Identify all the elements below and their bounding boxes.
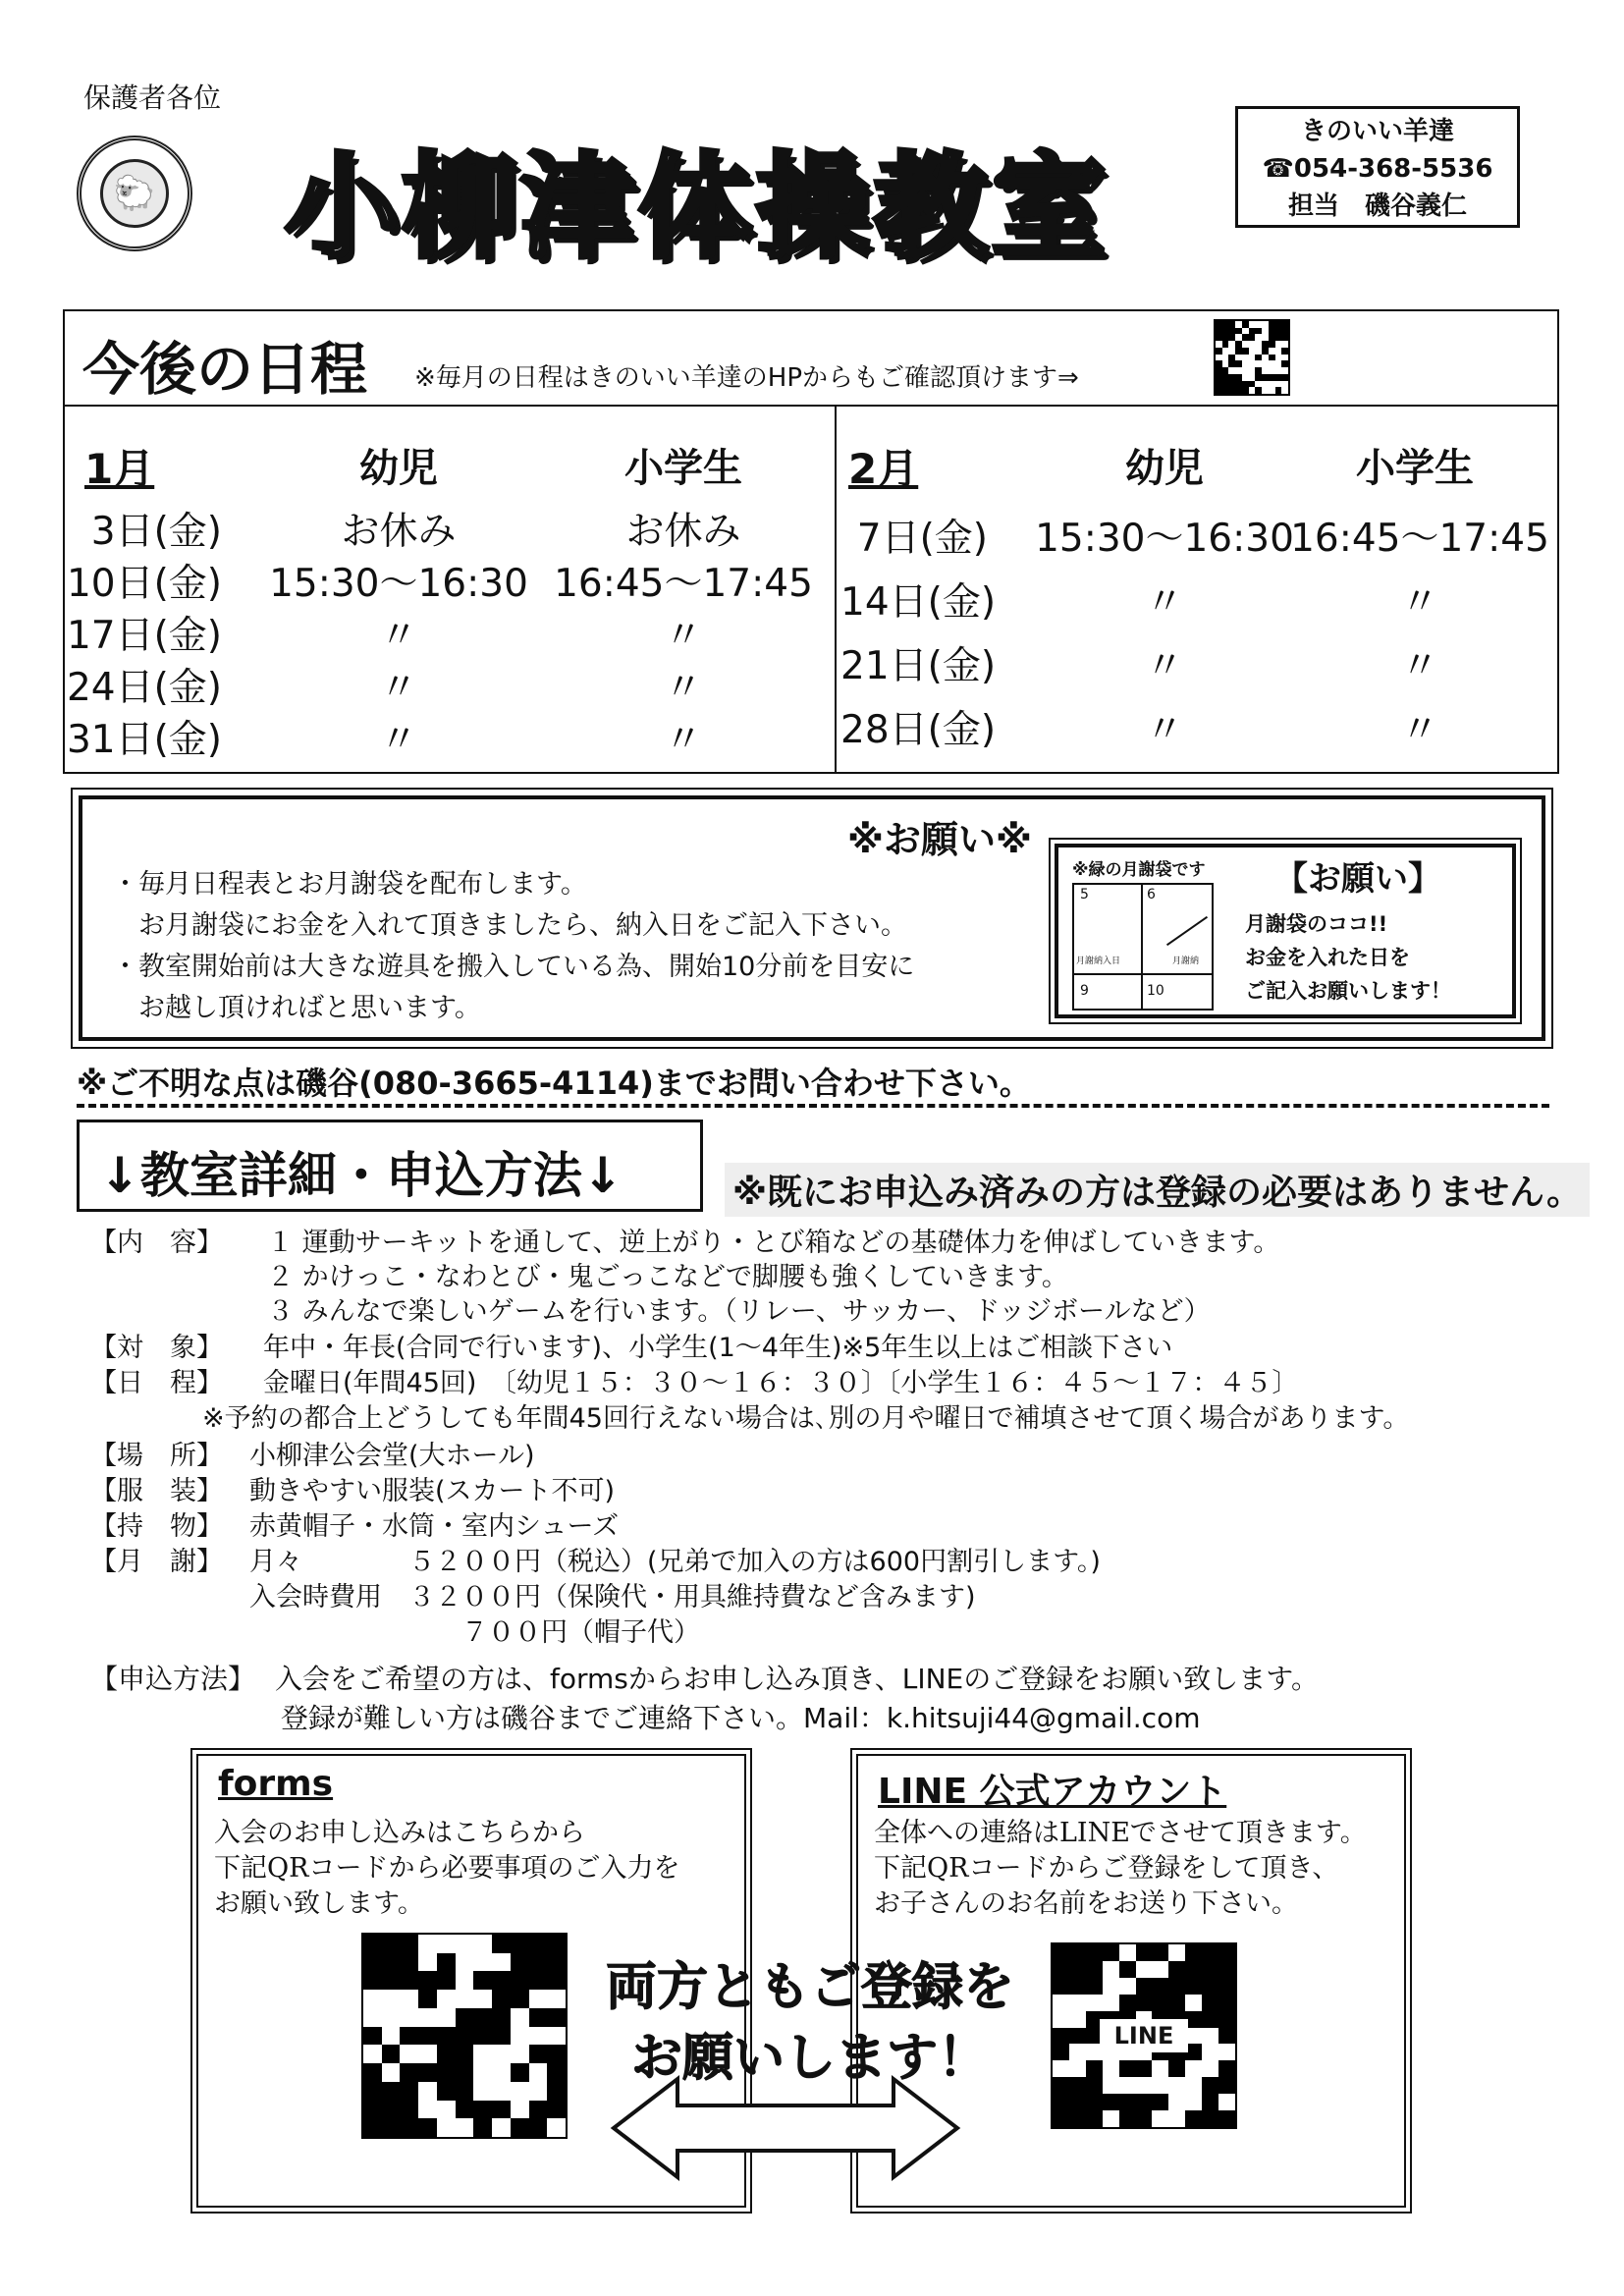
feb-elem-3: 〃	[1400, 644, 1439, 688]
detail-text-7: 小柳津公会堂(大ホール)	[249, 1441, 535, 1471]
schedule-note: ※毎月の日程はきのいい羊達のHPからもご確認頂けます⇒	[414, 363, 1079, 393]
feb-infant-3: 〃	[1145, 644, 1184, 688]
apply-text-2: 登録が難しい方は磯谷までご連絡下さい。Mail：k.hitsuji44@gmail.com	[281, 1702, 1201, 1734]
detail-text-8: 動きやすい服装(スカート不可)	[249, 1476, 616, 1506]
envelope-cell-5: 5	[1080, 887, 1089, 902]
jan-elem-3: 〃	[664, 614, 703, 658]
detail-text-2: ２ かけっこ・なわとび・鬼ごっこなどで脚腰も強くしていきます。	[267, 1262, 1068, 1292]
detail-text-11: 入会時費用 ３２００円（保険代・用具維持費など含みます)	[249, 1582, 976, 1613]
jan-date-5: 31日(金)	[66, 718, 222, 762]
col-infant-feb: 幼児	[1125, 446, 1204, 491]
jan-elem-1: お休み	[625, 510, 741, 554]
forms-text-1: 入会のお申し込みはこちらから	[214, 1818, 585, 1848]
sheep-logo-icon: 🐑	[77, 136, 192, 251]
detail-label-place: 【場 所】	[90, 1441, 223, 1471]
envelope-text-3: ご記入お願いします！	[1245, 979, 1451, 1003]
jan-infant-3: 〃	[379, 614, 418, 658]
line-text-2: 下記QRコードからご登録をして頂き、	[874, 1853, 1339, 1884]
register-both-message	[589, 1952, 1031, 2094]
detail-label-schedule: 【日 程】	[90, 1368, 223, 1398]
schedule-title: 今後の日程	[82, 336, 368, 403]
envelope-cell-9: 9	[1080, 983, 1089, 999]
forms-text-3: お願い致します。	[214, 1888, 424, 1919]
feb-date-3: 21日(金)	[840, 644, 997, 688]
detail-label-fee: 【月 謝】	[90, 1547, 223, 1577]
envelope-date-label-2: 月謝納	[1172, 957, 1200, 966]
col-infant-jan: 幼児	[359, 446, 438, 491]
register-both-line-2: お願いします！	[630, 2029, 989, 2088]
feb-infant-4: 〃	[1145, 708, 1184, 752]
jan-date-3: 17日(金)	[66, 614, 222, 658]
jan-infant-5: 〃	[379, 718, 418, 762]
envelope-label: ※緑の月謝袋です	[1072, 860, 1206, 880]
details-header-box	[77, 1120, 703, 1212]
jan-infant-2: 15:30～16:30	[269, 562, 528, 606]
envelope-text-1: 月謝袋のココ!!	[1245, 912, 1388, 936]
details-title: ↓教室詳細・申込方法↓	[99, 1147, 623, 1204]
request-line-1: ・毎月日程表とお月謝袋を配布します。	[112, 869, 587, 900]
detail-label-clothes: 【服 装】	[90, 1476, 223, 1506]
schedule-section	[63, 309, 1559, 774]
details-note: ※既にお申込み済みの方は登録の必要はありません。	[725, 1163, 1590, 1217]
month-label-feb: 2月	[848, 445, 919, 493]
feb-date-1: 7日(金)	[856, 517, 988, 561]
detail-text-12: ７００円（帽子代）	[461, 1617, 700, 1648]
detail-text-3: ３ みんなで楽しいゲームを行います。（リレー、サッカー、ドッジボールなど）	[267, 1296, 1211, 1327]
line-text-1: 全体への連絡はLINEでさせて頂きます。	[874, 1818, 1367, 1848]
feb-date-2: 14日(金)	[840, 580, 997, 625]
feb-date-4: 28日(金)	[840, 708, 997, 752]
schedule-divider	[835, 407, 837, 774]
detail-text-4: 年中・年長(合同で行います)、小学生(1～4年生)※5年生以上はご相談下さい	[263, 1333, 1173, 1363]
forms-title: forms	[218, 1764, 334, 1804]
addressee: 保護者各位	[83, 82, 222, 114]
feb-infant-2: 〃	[1145, 580, 1184, 625]
apply-text-1: 入会をご希望の方は、formsからお申し込み頂き、LINEのご登録をお願い致します。	[275, 1663, 1320, 1695]
request-title: ※お願い※	[847, 818, 1032, 861]
request-line-3: ・教室開始前は大きな遊具を搬入している為、開始10分前を目安に	[112, 952, 915, 982]
schedule-header	[65, 311, 1557, 407]
feb-infant-1: 15:30～16:30	[1035, 517, 1294, 561]
apply-label: 【申込方法】	[90, 1663, 256, 1695]
detail-text-1: １ 運動サーキットを通して、逆上がり・とび箱などの基礎体力を伸ばしていきます。	[267, 1228, 1280, 1258]
request-box	[79, 795, 1545, 1041]
feb-elem-2: 〃	[1400, 580, 1439, 625]
jan-infant-4: 〃	[379, 666, 418, 710]
inquiry-text: ※ご不明な点は磯谷(080-3665-4114)までお問い合わせ下さい。	[77, 1065, 1031, 1102]
contact-org: きのいい羊達	[1300, 117, 1454, 146]
fee-envelope-panel	[1055, 844, 1516, 1018]
forms-qr-code-icon[interactable]	[361, 1933, 568, 2139]
page-title: 小柳津体操教室	[285, 140, 1110, 274]
detail-text-10: 月々 ５２００円（税込）(兄弟で加入の方は600円割引します。)	[249, 1547, 1101, 1577]
dashed-divider	[77, 1104, 1549, 1108]
forms-text-2: 下記QRコードから必要事項のご入力を	[214, 1853, 680, 1884]
detail-label-target: 【対 象】	[90, 1333, 223, 1363]
envelope-date-label: 月謝納入日	[1076, 957, 1121, 966]
detail-text-5: 金曜日(年間45回) 〔幼児１５：３０～１６：３０〕〔小学生１６：４５～１７：４５〕	[263, 1368, 1299, 1398]
detail-label-items: 【持 物】	[90, 1511, 223, 1542]
envelope-request-title: 【お願い】	[1274, 859, 1441, 899]
contact-person: 担当 磯谷義仁	[1287, 191, 1467, 221]
jan-date-2: 10日(金)	[66, 562, 222, 606]
hp-qr-code-icon[interactable]	[1214, 319, 1290, 396]
feb-elem-4: 〃	[1400, 708, 1439, 752]
col-elem-jan: 小学生	[624, 446, 742, 491]
detail-text-6: ※予約の都合上どうしても年間45回行えない場合は､別の月や曜日で補填させて頂く場合があります。	[202, 1403, 1410, 1434]
jan-elem-4: 〃	[664, 666, 703, 710]
envelope-illustration	[1072, 883, 1214, 1011]
contact-box	[1235, 106, 1520, 228]
jan-elem-5: 〃	[664, 718, 703, 762]
envelope-cell-10: 10	[1147, 983, 1164, 999]
month-label-jan: 1月	[84, 445, 155, 493]
jan-infant-1: お休み	[341, 510, 457, 554]
line-title: LINE 公式アカウント	[878, 1772, 1227, 1812]
pointer-arrow-icon	[1166, 916, 1208, 946]
envelope-text-2: お金を入れた日を	[1245, 946, 1410, 969]
jan-date-4: 24日(金)	[66, 666, 222, 710]
request-line-2: お月謝袋にお金を入れて頂きましたら、納入日をご記入下さい。	[112, 910, 907, 941]
col-elem-feb: 小学生	[1356, 446, 1474, 491]
line-text-3: お子さんのお名前をお送り下さい。	[874, 1888, 1298, 1919]
detail-label-content: 【内 容】	[90, 1228, 223, 1258]
jan-date-1: 3日(金)	[90, 510, 222, 554]
feb-elem-1: 16:45～17:45	[1290, 517, 1549, 561]
contact-phone: ☎054-368-5536	[1262, 154, 1493, 184]
register-both-line-1: 両方ともご登録を	[605, 1958, 1014, 2017]
line-qr-label: LINE	[1100, 2019, 1188, 2052]
jan-elem-2: 16:45～17:45	[554, 562, 813, 606]
double-arrow-icon	[609, 2074, 962, 2182]
request-line-4: お越し頂ければと思います。	[112, 993, 481, 1023]
envelope-cell-6: 6	[1147, 887, 1156, 902]
detail-text-9: 赤黄帽子・水筒・室内シューズ	[249, 1511, 620, 1542]
